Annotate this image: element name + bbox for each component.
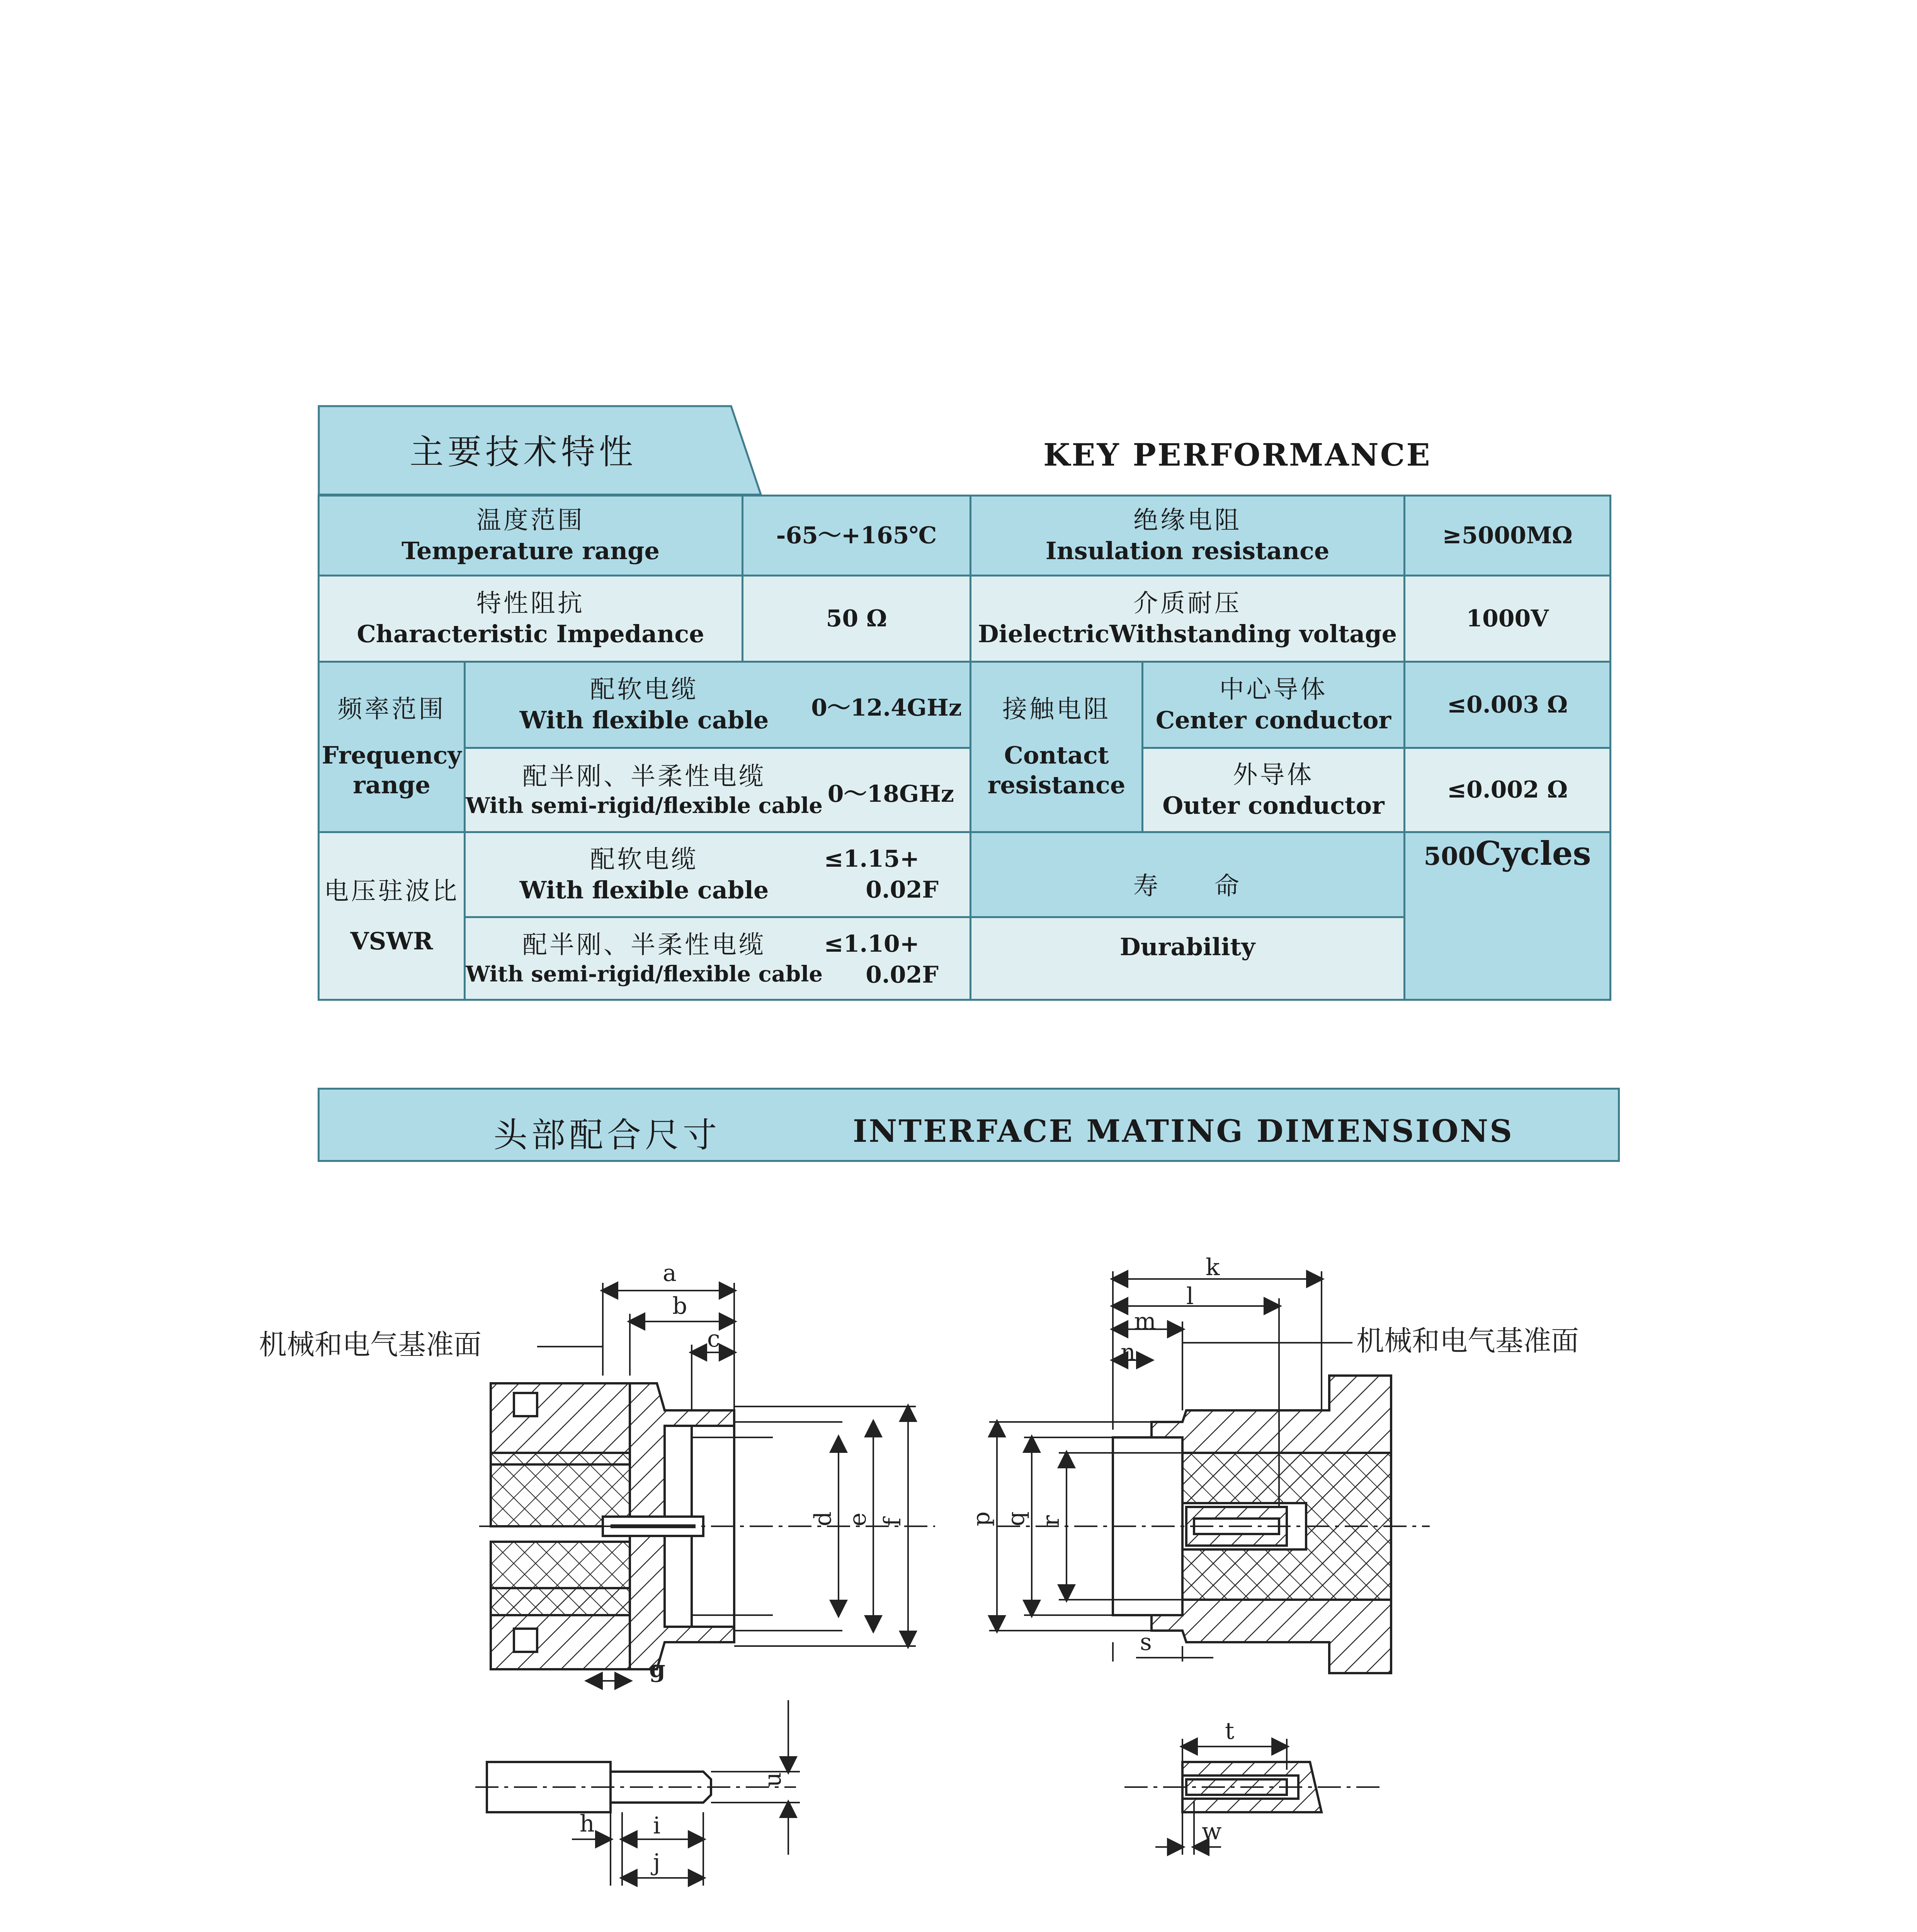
- durability-label-en-cell: Durability: [970, 916, 1405, 1001]
- label-d: d: [810, 1511, 837, 1526]
- interface-title-en: INTERFACE MATING DIMENSIONS: [853, 1113, 1514, 1149]
- label-r: r: [1038, 1515, 1065, 1526]
- label-f: f: [879, 1517, 906, 1526]
- label-g: g: [649, 1656, 665, 1683]
- interface-title-cn: 头部配合尺寸: [493, 1115, 721, 1155]
- durability-value: 500 Cycles: [1403, 831, 1611, 1001]
- label-l: l: [1186, 1283, 1194, 1310]
- insulation-label: 绝缘电阻 Insulation resistance: [970, 495, 1405, 577]
- left-pin-detail: [475, 1700, 800, 1886]
- label-j: j: [653, 1849, 660, 1876]
- right-socket-detail: [1124, 1739, 1383, 1855]
- label-e: e: [844, 1512, 871, 1526]
- label-b: b: [672, 1293, 687, 1320]
- vswr-label: 电压驻波比 VSWR: [318, 831, 466, 1001]
- key-performance-title-en: KEY PERFORMANCE: [1043, 437, 1432, 473]
- label-i: i: [653, 1812, 661, 1839]
- vswr-flexible: 配软电缆 With flexible cable ≤1.15+ 0.02F: [464, 831, 971, 918]
- interface-drawing: [0, 1236, 1917, 1932]
- temperature-value: -65～+165℃: [742, 495, 971, 577]
- dielectric-value: 1000V: [1403, 575, 1611, 663]
- durability-label-cn-cell: 寿 命: [970, 831, 1405, 918]
- impedance-value: 50 Ω: [742, 575, 971, 663]
- label-s: s: [1140, 1629, 1152, 1656]
- label-a: a: [663, 1260, 677, 1287]
- frequency-flexible: 配软电缆 With flexible cable 0～12.4GHz: [464, 661, 971, 749]
- label-w: w: [1202, 1818, 1222, 1845]
- datum-label-right: 机械和电气基准面: [1356, 1325, 1579, 1357]
- contact-outer: 外导体 Outer conductor: [1141, 747, 1405, 833]
- label-m: m: [1134, 1308, 1156, 1335]
- insulation-value: ≥5000MΩ: [1403, 495, 1611, 577]
- label-q: q: [1003, 1511, 1030, 1526]
- temperature-label: 温度范围 Temperature range: [318, 495, 743, 577]
- label-p: p: [968, 1511, 995, 1526]
- frequency-label: 频率范围 Frequency range: [318, 661, 466, 833]
- contact-center: 中心导体 Center conductor: [1141, 661, 1405, 749]
- label-u: u: [759, 1772, 786, 1787]
- impedance-label: 特性阻抗 Characteristic Impedance: [318, 575, 743, 663]
- interface-banner: [318, 1088, 1620, 1162]
- datum-label-left: 机械和电气基准面: [259, 1328, 482, 1361]
- label-h: h: [580, 1810, 595, 1837]
- key-performance-title-cn: 主要技术特性: [410, 432, 637, 472]
- label-c: c: [707, 1325, 720, 1352]
- label-n: n: [1121, 1339, 1136, 1366]
- vswr-semi: 配半刚、半柔性电缆 With semi-rigid/flexible cable ≤1.10+ 0.02F: [464, 916, 971, 1001]
- dielectric-label: 介质耐压 DielectricWithstanding voltage: [970, 575, 1405, 663]
- label-k: k: [1206, 1254, 1220, 1281]
- contact-center-value: ≤0.003 Ω: [1403, 661, 1611, 749]
- frequency-semi: 配半刚、半柔性电缆 With semi-rigid/flexible cable 0～18GHz: [464, 747, 971, 833]
- contact-outer-value: ≤0.002 Ω: [1403, 747, 1611, 833]
- contact-label: 接触电阻 Contact resistance: [970, 661, 1143, 833]
- label-t: t: [1225, 1718, 1235, 1745]
